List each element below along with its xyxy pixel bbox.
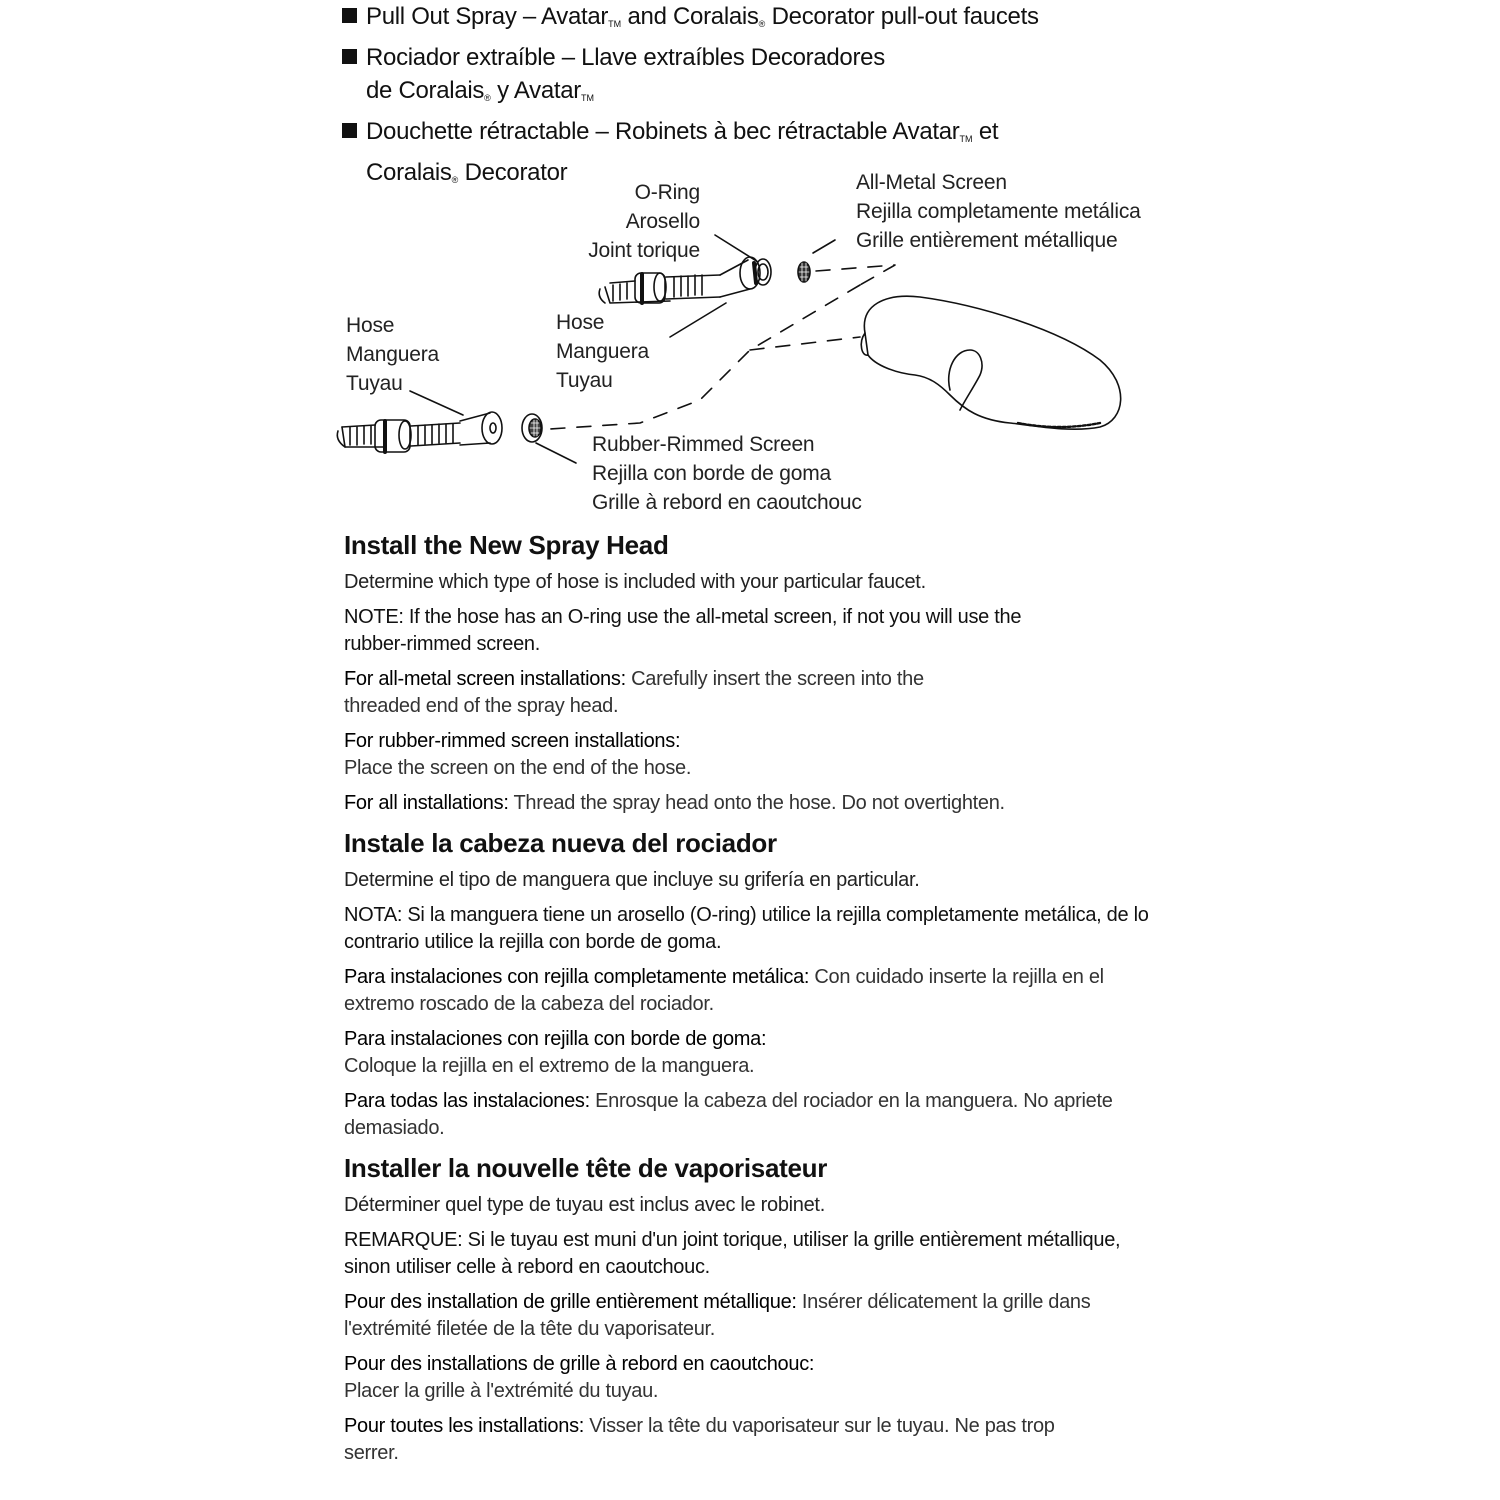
section-title: Instale la cabeza nueva del rociador: [344, 828, 777, 858]
note-text: NOTE: If the hose has an O-ring use the all-metal screen, if not you will use the rubber-rimmed screen.: [344, 606, 1022, 655]
spray-head-part: [861, 296, 1120, 429]
section-title: Installer la nouvelle tête de vaporisateur: [344, 1153, 828, 1183]
section-spanish: [344, 825, 1164, 1142]
hose-mid-label: [556, 308, 649, 395]
step-text: Place the screen on the end of the hose.: [344, 757, 692, 779]
bullet-square-icon: [342, 123, 357, 138]
step-text: Insérer délicatement la grille dans l'extrémité filetée de la tête du vaporisateur.: [344, 1291, 1091, 1340]
label-line: Hose: [556, 311, 605, 334]
label-line: Tuyau: [346, 372, 403, 395]
bullet-text: Coralais: [366, 159, 452, 186]
instructions: [344, 527, 1164, 1475]
intro-text: Determine el tipo de manguera que incluye su grifería en particular.: [344, 869, 920, 891]
step-text: Thread the spray head onto the hose. Do not overtighten.: [508, 792, 1005, 814]
metal-screen-leader-line: [813, 240, 835, 253]
rubber-screen-leader-line: [536, 443, 576, 463]
step-text: Enrosque la cabeza del rociador en la manguera. No apriete demasiado.: [344, 1090, 1113, 1139]
all-metal-screen-part: [798, 262, 810, 282]
label-line: Grille entièrement métallique: [856, 229, 1118, 252]
step-label: Pour des installation de grille entièrement métallique:: [344, 1291, 797, 1313]
list-item: [340, 41, 1160, 115]
label-line: Rubber-Rimmed Screen: [592, 433, 815, 456]
label-line: Manguera: [556, 340, 649, 363]
bullet-text: Douchette rétractable – Robinets à bec rétractable Avatar: [366, 118, 960, 145]
bullet-text: y Avatar: [490, 77, 581, 104]
step-label: Pour toutes les installations:: [344, 1415, 585, 1437]
label-line: Joint torique: [588, 239, 700, 262]
bullet-text: and Coralais: [621, 3, 759, 30]
label-line: O-Ring: [634, 181, 700, 204]
bullet-square-icon: [342, 49, 357, 64]
step-text: Visser la tête du vaporisateur sur le tuyau. Ne pas trop serrer.: [344, 1415, 1055, 1464]
dashed-assembly-line: [750, 337, 860, 350]
bullet-text: Rociador extraíble – Llave extraíbles Decoradores: [366, 44, 885, 71]
registered-mark: ®: [451, 175, 459, 185]
hose-part: [337, 412, 502, 452]
bullet-text: de Coralais: [366, 77, 485, 104]
list-item: [340, 0, 1160, 41]
bullet-text: Decorator: [458, 159, 568, 186]
rubber-rimmed-screen-part: [522, 414, 542, 442]
bullet-text: Decorator pull-out faucets: [765, 3, 1039, 30]
step-label: Para instalaciones con rejilla con borde de goma:: [344, 1028, 767, 1050]
step-text: Con cuidado inserte la rejilla en el extremo roscado de la cabeza del rociador.: [344, 966, 1104, 1015]
label-line: Rejilla completamente metálica: [856, 200, 1141, 223]
label-line: Arosello: [625, 210, 700, 233]
bullet-text: Pull Out Spray – Avatar: [366, 3, 609, 30]
trademark-mark: TM: [608, 19, 622, 29]
trademark-mark: TM: [581, 93, 594, 103]
all-metal-screen-label: [856, 168, 1141, 255]
label-line: Grille à rebord en caoutchouc: [592, 491, 862, 514]
intro-text: Déterminer quel type de tuyau est inclus avec le robinet.: [344, 1194, 825, 1216]
registered-mark: ®: [484, 93, 491, 103]
note-text: NOTA: Si la manguera tiene un arosello (O-ring) utilice la rejilla completamente metálica, de lo contrario utilice la rejilla con borde de goma.: [344, 904, 1149, 953]
step-label: For all installations:: [344, 792, 509, 814]
note-text: REMARQUE: Si le tuyau est muni d'un joint torique, utiliser la grille entièrement métallique, sinon utiliser celle à rebord en caoutchouc.: [344, 1229, 1121, 1278]
label-line: Manguera: [346, 343, 439, 366]
step-label: Para todas las instalaciones:: [344, 1090, 590, 1112]
step-text: Placer la grille à l'extrémité du tuyau.: [344, 1380, 659, 1402]
registered-mark: ®: [758, 19, 766, 29]
parts-diagram: [330, 165, 1180, 525]
step-label: For rubber-rimmed screen installations:: [344, 730, 681, 752]
oring-label: [570, 178, 700, 265]
dashed-assembly-line: [816, 265, 895, 285]
rubber-rimmed-screen-label: [592, 430, 862, 517]
hose-mid-leader-line: [670, 303, 726, 337]
hose-left-label: [346, 311, 439, 398]
bullet-text: et: [972, 118, 999, 145]
label-line: All-Metal Screen: [856, 171, 1007, 194]
step-text: Coloque la rejilla en el extremo de la manguera.: [344, 1055, 755, 1077]
label-line: Tuyau: [556, 369, 613, 392]
label-line: Rejilla con borde de goma: [592, 462, 831, 485]
step-text: Carefully insert the screen into the threaded end of the spray head.: [344, 668, 924, 717]
step-label: Para instalaciones con rejilla completamente metálica:: [344, 966, 810, 988]
section-french: [344, 1150, 1164, 1467]
section-english: [344, 527, 1164, 817]
bullet-square-icon: [342, 8, 357, 23]
label-line: Hose: [346, 314, 395, 337]
trademark-mark: TM: [959, 134, 973, 144]
section-title: Install the New Spray Head: [344, 530, 669, 560]
step-label: For all-metal screen installations:: [344, 668, 626, 690]
intro-text: Determine which type of hose is included with your particular faucet.: [344, 571, 926, 593]
step-label: Pour des installations de grille à rebord en caoutchouc:: [344, 1353, 815, 1375]
